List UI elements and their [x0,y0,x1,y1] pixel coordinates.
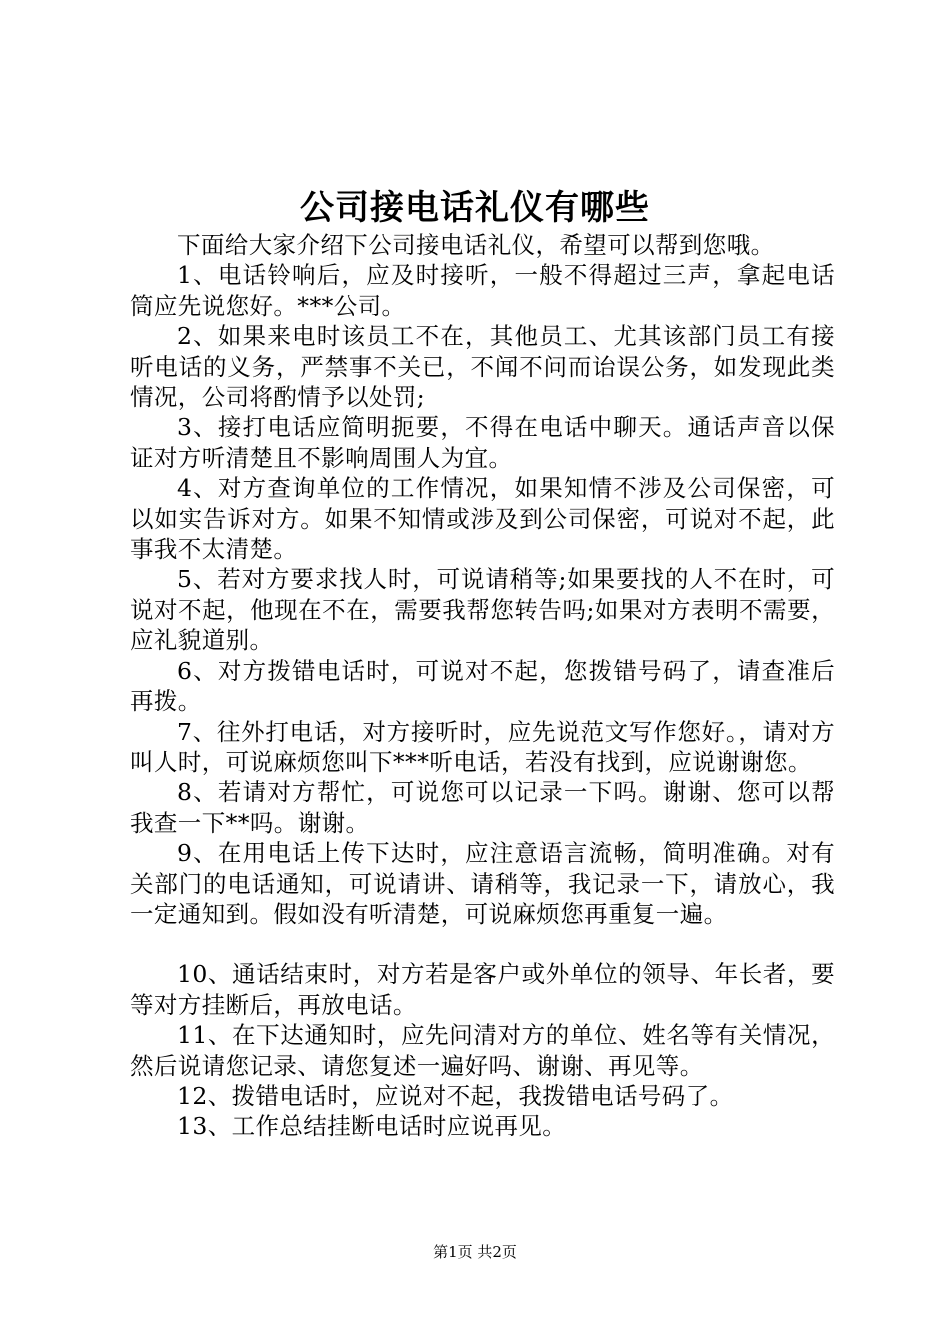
paragraph-intro: 下面给大家介绍下公司接电话礼仪，希望可以帮到您哦。 [177,231,775,259]
paragraph-3: 3、接打电话应简明扼要，不得在电话中聊天。通话声音以保证对方听清楚且不影响周围人为宜。 [130,413,835,472]
paragraph-8: 8、若请对方帮忙，可说您可以记录一下吗。谢谢、您可以帮我查一下**吗。谢谢。 [130,778,835,837]
document-body [130,230,835,1142]
paragraph-10: 10、通话结束时，对方若是客户或外单位的领导、年长者，要等对方挂断后，再放电话。 [130,960,835,1019]
paragraph-12: 12、拨错电话时，应说对不起，我拨错电话号码了。 [177,1081,734,1110]
paragraph-5: 5、若对方要求找人时，可说请稍等;如果要找的人不在时，可说对不起，他现在不在，需要我帮您转告吗;如果对方表明不需要，应礼貌道别。 [130,565,835,655]
paragraph-13: 13、工作总结挂断电话时应说再见。 [177,1112,567,1141]
paragraph-9: 9、在用电话上传下达时，应注意语言流畅，简明准确。对有关部门的电话通知，可说请讲、请稍等，我记录一下，请放心，我一定通知到。假如没有听清楚，可说麻烦您再重复一遍。 [130,839,835,928]
paragraph-1: 1、电话铃响后，应及时接听，一般不得超过三声，拿起电话筒应先说您好。***公司。 [130,261,835,320]
paragraph-11: 11、在下达通知时，应先问清对方的单位、姓名等有关情况，然后说请您记录、请您复述一遍好吗、谢谢、再见等。 [130,1021,835,1080]
paragraph-2: 2、如果来电时该员工不在，其他员工、尤其该部门员工有接听电话的义务，严禁事不关已，不闻不问而诒误公务，如发现此类情况，公司将酌情予以处罚; [130,322,835,412]
document-title: 公司接电话礼仪有哪些 [300,188,650,228]
paragraph-7: 7、往外打电话，对方接听时，应先说范文写作您好。，请对方叫人时，可说麻烦您叫下***听电话，若没有找到，应说谢谢您。 [130,717,835,776]
paragraph-4: 4、对方查询单位的工作情况，如果知情不涉及公司保密，可以如实告诉对方。如果不知情或涉及到公司保密，可说对不起，此事我不太清楚。 [130,474,835,564]
paragraph-6: 6、对方拨错电话时，可说对不起，您拨错号码了，请查准后再拨。 [130,656,835,716]
page-footer: 第1页 共2页 [433,1243,517,1261]
paragraph-spacer [130,929,835,959]
